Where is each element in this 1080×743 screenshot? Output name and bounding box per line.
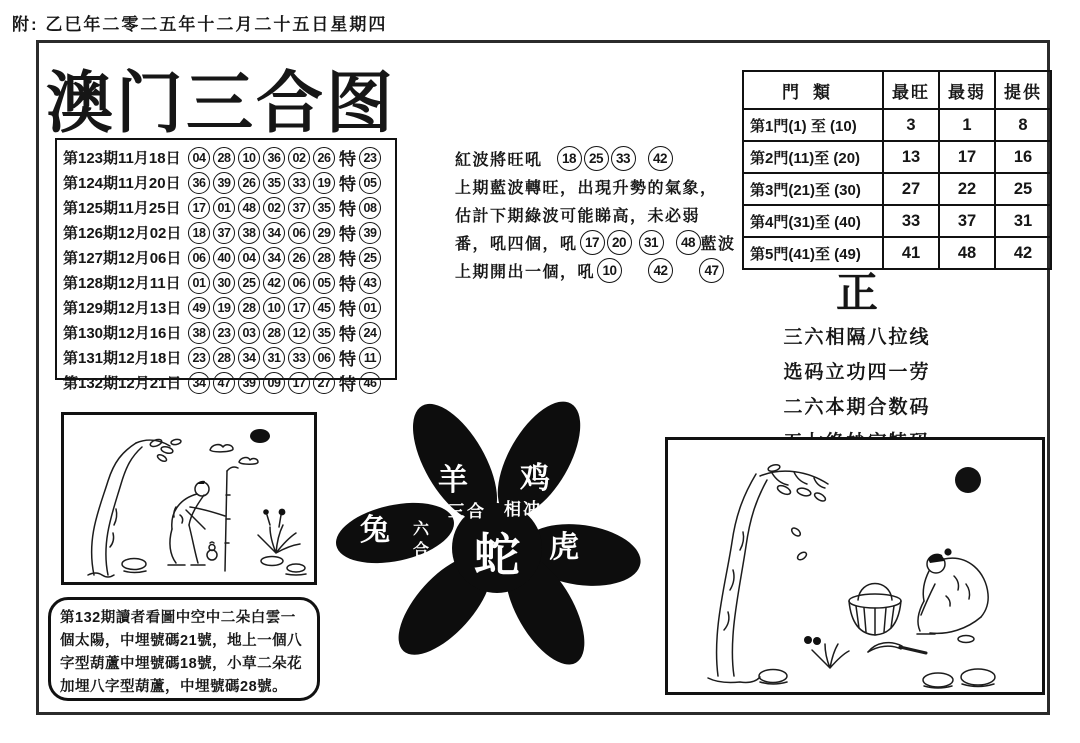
draw-number: 26 (238, 172, 260, 194)
category-weak: 48 (939, 237, 995, 269)
left-illustration-drawing (64, 415, 314, 582)
special-number: 25 (359, 247, 381, 269)
category-hot: 41 (883, 237, 939, 269)
verse-line: 二六本期合数码 (783, 397, 931, 418)
draw-number: 05 (313, 272, 335, 294)
special-number: 24 (359, 322, 381, 344)
left-illustration (61, 412, 317, 585)
category-hot: 27 (883, 173, 939, 205)
draw-number: 23 (213, 322, 235, 344)
special-number: 39 (359, 222, 381, 244)
falling-leaf-icon (796, 551, 808, 562)
draw-number: 35 (313, 197, 335, 219)
category-provide: 16 (995, 141, 1051, 173)
draw-number: 28 (213, 147, 235, 169)
commentary-block (455, 146, 745, 286)
category-row (743, 109, 1051, 141)
special-number: 11 (359, 347, 381, 369)
draw-number: 06 (288, 222, 310, 244)
draw-number: 31 (263, 347, 285, 369)
zodiac-snake: 蛇 (474, 529, 520, 581)
draw-number: 28 (238, 297, 260, 319)
category-weak: 17 (939, 141, 995, 173)
draw-number: 38 (188, 322, 210, 344)
commentary-number: 20 (607, 230, 632, 255)
commentary-text: 估計下期綠波可能睇高，未必弱 (455, 208, 701, 225)
draw-number: 19 (213, 297, 235, 319)
draw-number: 40 (213, 247, 235, 269)
commentary-number: 33 (611, 146, 636, 171)
page-title: 澳门三合图 (46, 66, 396, 141)
draw-row (63, 345, 389, 370)
draw-number: 19 (313, 172, 335, 194)
tree (88, 438, 181, 577)
draw-label: 第128期12月11日 (63, 275, 181, 292)
draw-number: 04 (188, 147, 210, 169)
category-header-cell: 提供 (995, 71, 1051, 109)
sickle (868, 643, 926, 653)
special-label: 特 (339, 250, 356, 269)
zodiac-rooster: 鸡 (520, 462, 550, 495)
special-label: 特 (339, 175, 356, 194)
special-number: 23 (359, 147, 381, 169)
category-table-head (743, 71, 1051, 109)
draw-number: 10 (238, 147, 260, 169)
label-liuhe-bottom: 合 (412, 542, 430, 559)
draw-row (63, 220, 389, 245)
draw-number: 28 (313, 247, 335, 269)
date-line: 附: 乙巳年二零二五年十二月二十五日星期四 (12, 15, 388, 34)
draw-number: 35 (263, 172, 285, 194)
category-header-cell: 最弱 (939, 71, 995, 109)
caption-box (48, 597, 320, 701)
draw-row (63, 370, 389, 395)
rocks (759, 669, 995, 688)
draw-number: 37 (288, 197, 310, 219)
commentary-line (455, 258, 745, 283)
special-label: 特 (339, 150, 356, 169)
category-row (743, 141, 1051, 173)
draw-number: 26 (313, 147, 335, 169)
commentary-suffix: 藍波 (700, 236, 736, 253)
category-table-body (743, 109, 1051, 269)
draw-row (63, 145, 389, 170)
draw-number: 36 (188, 172, 210, 194)
category-row (743, 205, 1051, 237)
special-label: 特 (339, 225, 356, 244)
draw-number: 18 (188, 222, 210, 244)
draw-number: 34 (238, 347, 260, 369)
draw-number: 17 (188, 197, 210, 219)
right-illustration-drawing (668, 440, 1042, 692)
draw-row (63, 245, 389, 270)
draw-label: 第123期11月18日 (63, 150, 181, 167)
rocks (122, 559, 306, 576)
category-name: 第5門(41)至 (49) (743, 237, 883, 269)
special-number: 05 (359, 172, 381, 194)
commentary-text: 紅波將旺吼 (455, 152, 543, 169)
special-label: 特 (339, 325, 356, 344)
grass-flowers (258, 509, 300, 566)
crouching-person (917, 548, 988, 642)
category-provide: 25 (995, 173, 1051, 205)
draw-number: 34 (263, 247, 285, 269)
category-header-cell: 門類 (743, 71, 883, 109)
category-name: 第1門(1) 至 (10) (743, 109, 883, 141)
gourd (207, 542, 217, 560)
draw-number: 38 (238, 222, 260, 244)
commentary-text: 上期藍波轉旺，出現升勢的氣象， (455, 180, 718, 197)
special-number: 46 (359, 372, 381, 394)
zodiac-tiger: 虎 (549, 531, 579, 564)
commentary-number: 42 (648, 146, 673, 171)
verse-line: 三六相隔八拉线 (783, 327, 931, 348)
special-number: 43 (359, 272, 381, 294)
commentary-text: 上期開出一個，吼 (455, 264, 596, 281)
verse-block (742, 272, 972, 464)
draw-number: 39 (238, 372, 260, 394)
draw-number: 42 (263, 272, 285, 294)
draw-number: 37 (213, 222, 235, 244)
draw-label: 第125期11月25日 (63, 200, 181, 217)
draw-number: 10 (263, 297, 285, 319)
grass (812, 644, 849, 668)
special-number: 01 (359, 297, 381, 319)
category-table (742, 70, 1052, 270)
category-row (743, 173, 1051, 205)
draw-label: 第127期12月06日 (63, 250, 182, 267)
draw-number: 17 (288, 372, 310, 394)
draw-number: 02 (288, 147, 310, 169)
sun-icon (250, 429, 270, 443)
commentary-number: 18 (557, 146, 582, 171)
berries (804, 636, 821, 645)
draw-number: 25 (238, 272, 260, 294)
falling-leaf-icon (790, 526, 802, 537)
draw-number: 27 (313, 372, 335, 394)
draw-number: 26 (288, 247, 310, 269)
draw-number: 23 (188, 347, 210, 369)
category-hot: 13 (883, 141, 939, 173)
draw-number: 09 (263, 372, 285, 394)
special-label: 特 (339, 200, 356, 219)
commentary-line (455, 146, 745, 171)
draw-label: 第129期12月13日 (63, 300, 182, 317)
draw-number: 33 (288, 172, 310, 194)
clouds-icon (210, 445, 258, 465)
draw-label: 第132期12月21日 (63, 375, 182, 392)
zodiac-flower-drawing (333, 393, 663, 693)
draw-row (63, 320, 389, 345)
commentary-line (455, 174, 745, 199)
draw-row (63, 270, 389, 295)
draw-number: 04 (238, 247, 260, 269)
staff (225, 467, 238, 571)
draw-number: 48 (238, 197, 260, 219)
tree (708, 464, 828, 683)
draw-label: 第126期12月02日 (63, 225, 182, 242)
category-weak: 22 (939, 173, 995, 205)
draw-number: 47 (213, 372, 235, 394)
zodiac-sheep: 羊 (438, 464, 468, 497)
category-provide: 42 (995, 237, 1051, 269)
draw-history-box (55, 138, 397, 394)
zodiac-rabbit: 兔 (360, 514, 390, 547)
draw-row (63, 195, 389, 220)
commentary-number: 10 (597, 258, 622, 283)
label-xiangchong: 相冲 (504, 500, 542, 519)
draw-number: 06 (313, 347, 335, 369)
right-illustration (665, 437, 1045, 695)
commentary-line (455, 230, 745, 255)
draw-label: 第124期11月20日 (63, 175, 181, 192)
commentary-number: 31 (639, 230, 664, 255)
draw-number: 30 (213, 272, 235, 294)
caption-text: 第132期讀者看圖中空中二朵白雲一個太陽，中埋號碼21號，地上一個八字型葫蘆中埋號碼18號，小草二朵花加埋八字型葫蘆，中埋號碼28號。 (60, 610, 303, 695)
category-name: 第4門(31)至 (40) (743, 205, 883, 237)
draw-label: 第131期12月18日 (63, 350, 182, 367)
category-weak: 1 (939, 109, 995, 141)
commentary-text: 番，吼四個，吼 (455, 236, 578, 253)
commentary-line (455, 202, 745, 227)
draw-number: 12 (288, 322, 310, 344)
draw-number: 34 (263, 222, 285, 244)
draw-number: 17 (288, 297, 310, 319)
category-hot: 33 (883, 205, 939, 237)
draw-number: 45 (313, 297, 335, 319)
verse-line: 选码立功四一劳 (783, 362, 931, 383)
commentary-number: 25 (584, 146, 609, 171)
zodiac-flower (333, 393, 663, 693)
commentary-number: 47 (699, 258, 724, 283)
draw-number: 06 (188, 247, 210, 269)
category-hot: 3 (883, 109, 939, 141)
special-label: 特 (339, 350, 356, 369)
commentary-number: 17 (580, 230, 605, 255)
draw-number: 29 (313, 222, 335, 244)
draw-label: 第130期12月16日 (63, 325, 182, 342)
draw-number: 06 (288, 272, 310, 294)
category-name: 第3門(21)至 (30) (743, 173, 883, 205)
special-label: 特 (339, 275, 356, 294)
category-row (743, 237, 1051, 269)
category-provide: 31 (995, 205, 1051, 237)
draw-number: 28 (263, 322, 285, 344)
draw-number: 33 (288, 347, 310, 369)
draw-number: 03 (238, 322, 260, 344)
draw-number: 35 (313, 322, 335, 344)
draw-row (63, 295, 389, 320)
draw-row (63, 170, 389, 195)
petal-left (333, 493, 460, 573)
verse-heading: 正 (835, 271, 878, 317)
draw-number: 01 (188, 272, 210, 294)
category-header-row (743, 71, 1051, 109)
draw-number: 01 (213, 197, 235, 219)
category-name: 第2門(11)至 (20) (743, 141, 883, 173)
special-number: 08 (359, 197, 381, 219)
label-sanhe: 三合 (448, 502, 486, 521)
category-header-cell: 最旺 (883, 71, 939, 109)
basket (849, 584, 901, 636)
draw-number: 34 (188, 372, 210, 394)
special-label: 特 (339, 375, 356, 394)
draw-number: 39 (213, 172, 235, 194)
category-provide: 8 (995, 109, 1051, 141)
draw-number: 49 (188, 297, 210, 319)
label-liuhe-top: 六 (412, 521, 430, 538)
special-label: 特 (339, 300, 356, 319)
sun-icon (955, 467, 981, 493)
category-weak: 37 (939, 205, 995, 237)
commentary-number: 42 (648, 258, 673, 283)
commentary-number: 48 (676, 230, 701, 255)
draw-number: 28 (213, 347, 235, 369)
draw-number: 02 (263, 197, 285, 219)
draw-number: 36 (263, 147, 285, 169)
